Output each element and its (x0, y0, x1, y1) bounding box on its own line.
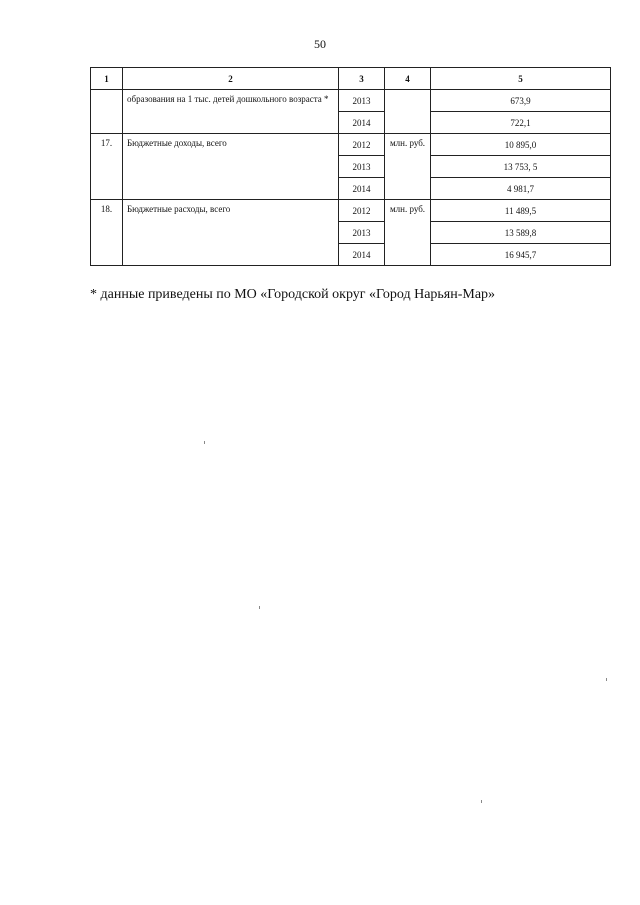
data-table (90, 67, 611, 266)
table-row (91, 134, 611, 156)
value-cell: 13 753, 5 (431, 156, 611, 178)
year-cell: 2013 (339, 222, 385, 244)
row-number-cell: 18. (91, 200, 123, 266)
row-number-cell: 17. (91, 134, 123, 200)
value-cell: 673,9 (431, 90, 611, 112)
year-cell: 2014 (339, 178, 385, 200)
unit-cell: млн. руб. (385, 134, 431, 200)
column-header-3: 3 (339, 68, 385, 90)
value-cell: 13 589,8 (431, 222, 611, 244)
unit-cell (385, 90, 431, 134)
year-cell: 2013 (339, 90, 385, 112)
indicator-name-cell: образования на 1 тыс. детей дошкольного возраста * (123, 90, 339, 134)
unit-cell: млн. руб. (385, 200, 431, 266)
value-cell: 11 489,5 (431, 200, 611, 222)
indicator-name-cell: Бюджетные доходы, всего (123, 134, 339, 200)
scan-speck (259, 606, 260, 609)
column-header-5: 5 (431, 68, 611, 90)
year-cell: 2012 (339, 134, 385, 156)
year-cell: 2014 (339, 112, 385, 134)
value-cell: 4 981,7 (431, 178, 611, 200)
scan-speck (481, 800, 482, 803)
value-cell: 10 895,0 (431, 134, 611, 156)
table-header-row (91, 68, 611, 90)
column-header-2: 2 (123, 68, 339, 90)
page-number: 50 (314, 37, 326, 51)
scan-speck (204, 441, 205, 444)
table-row (91, 200, 611, 222)
table-row (91, 90, 611, 112)
column-header-4: 4 (385, 68, 431, 90)
column-header-1: 1 (91, 68, 123, 90)
indicator-name-cell: Бюджетные расходы, всего (123, 200, 339, 266)
year-cell: 2012 (339, 200, 385, 222)
scan-speck (606, 678, 607, 681)
footnote: * данные приведены по МО «Городской округ «Город Нарьян-Мар» (90, 287, 496, 302)
year-cell: 2013 (339, 156, 385, 178)
value-cell: 722,1 (431, 112, 611, 134)
value-cell: 16 945,7 (431, 244, 611, 266)
row-number-cell (91, 90, 123, 134)
year-cell: 2014 (339, 244, 385, 266)
